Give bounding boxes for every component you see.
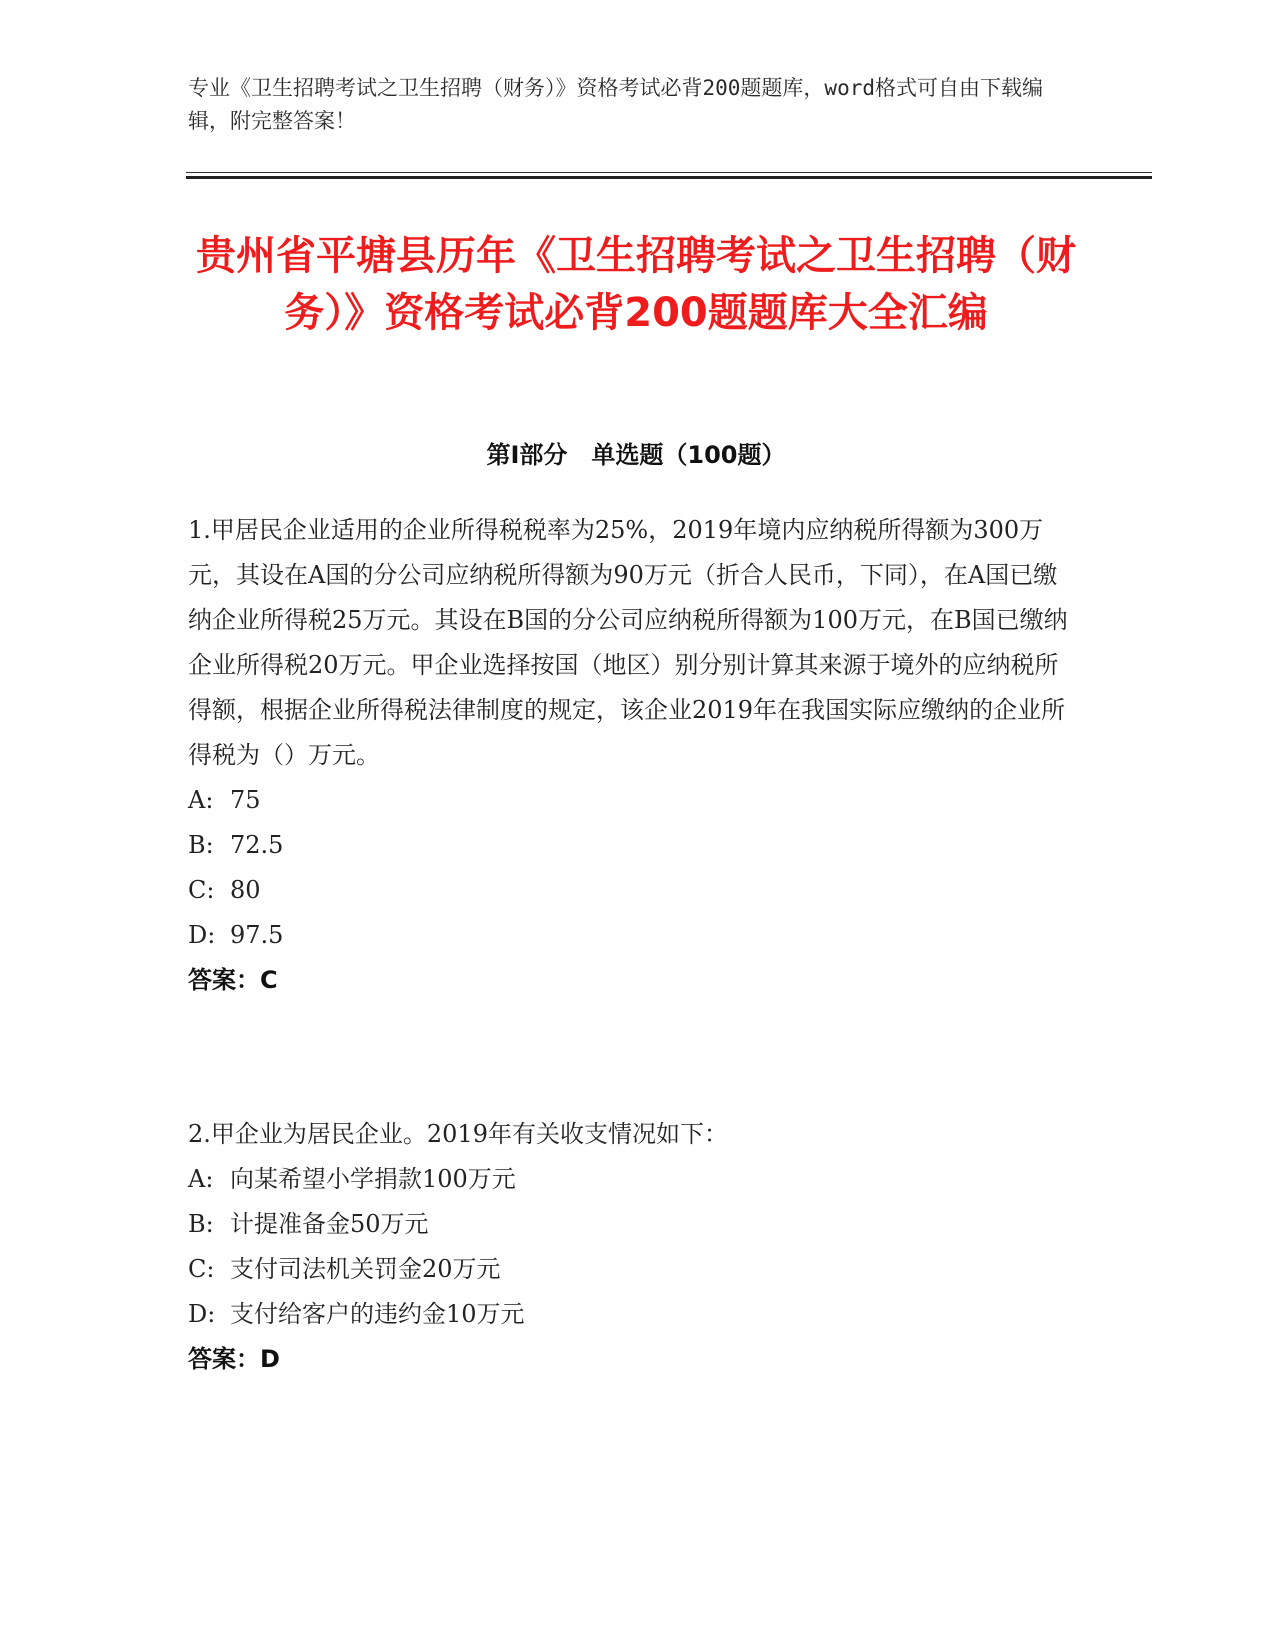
option-c <box>188 1247 1078 1292</box>
header-divider-thin <box>186 172 1152 173</box>
option-value: 80 <box>230 876 261 904</box>
option-b <box>188 823 1078 868</box>
option-c <box>188 868 1078 913</box>
answer-label: 答案：D <box>188 1345 280 1373</box>
option-key: C: <box>188 876 215 904</box>
answer-label: 答案：C <box>188 966 278 994</box>
option-key: A: <box>188 1165 214 1193</box>
option-d <box>188 1292 1078 1337</box>
option-b <box>188 1202 1078 1247</box>
option-a <box>188 778 1078 823</box>
option-value: 计提准备金50万元 <box>230 1210 429 1238</box>
option-value: 支付给客户的违约金10万元 <box>230 1300 525 1328</box>
question-text: 2.甲企业为居民企业。2019年有关收支情况如下： <box>188 1120 728 1148</box>
option-a <box>188 1157 1078 1202</box>
option-value: 向某希望小学捐款100万元 <box>230 1165 516 1193</box>
question-2 <box>188 1112 1078 1382</box>
question-1 <box>188 508 1078 1003</box>
option-key: B: <box>188 1210 214 1238</box>
option-key: B: <box>188 831 214 859</box>
option-key: A: <box>188 786 214 814</box>
option-value: 75 <box>230 786 261 814</box>
option-key: D: <box>188 1300 216 1328</box>
option-key: C: <box>188 1255 215 1283</box>
option-d <box>188 913 1078 958</box>
section-heading: 第I部分 单选题（100题） <box>486 441 786 469</box>
option-key: D: <box>188 921 216 949</box>
document-title: 贵州省平塘县历年《卫生招聘考试之卫生招聘（财务）》资格考试必背200题题库大全汇编 <box>196 233 1076 336</box>
document-intro: 专业《卫生招聘考试之卫生招聘（财务）》资格考试必背200题题库，word格式可自由下载编辑，附完整答案！ <box>188 76 1043 133</box>
header-divider-thick <box>186 176 1152 179</box>
question-text: 1.甲居民企业适用的企业所得税税率为25%，2019年境内应纳税所得额为300万元，其设在A国的分公司应纳税所得额为90万元（折合人民币，下同），在A国已缴纳企业所得税25万元。其设在B国的分公司应纳税所得额为100万元，在B国已缴纳企业所得税20万元。甲企业选择按国（地区）别分别计算其来源于境外的应纳税所得额，根据企业所得税法律制度的规定，该企业2019年在我国实际应缴纳的企业所得税为（）万元。 <box>188 516 1068 769</box>
option-value: 72.5 <box>230 831 284 859</box>
option-value: 支付司法机关罚金20万元 <box>230 1255 501 1283</box>
option-value: 97.5 <box>230 921 284 949</box>
